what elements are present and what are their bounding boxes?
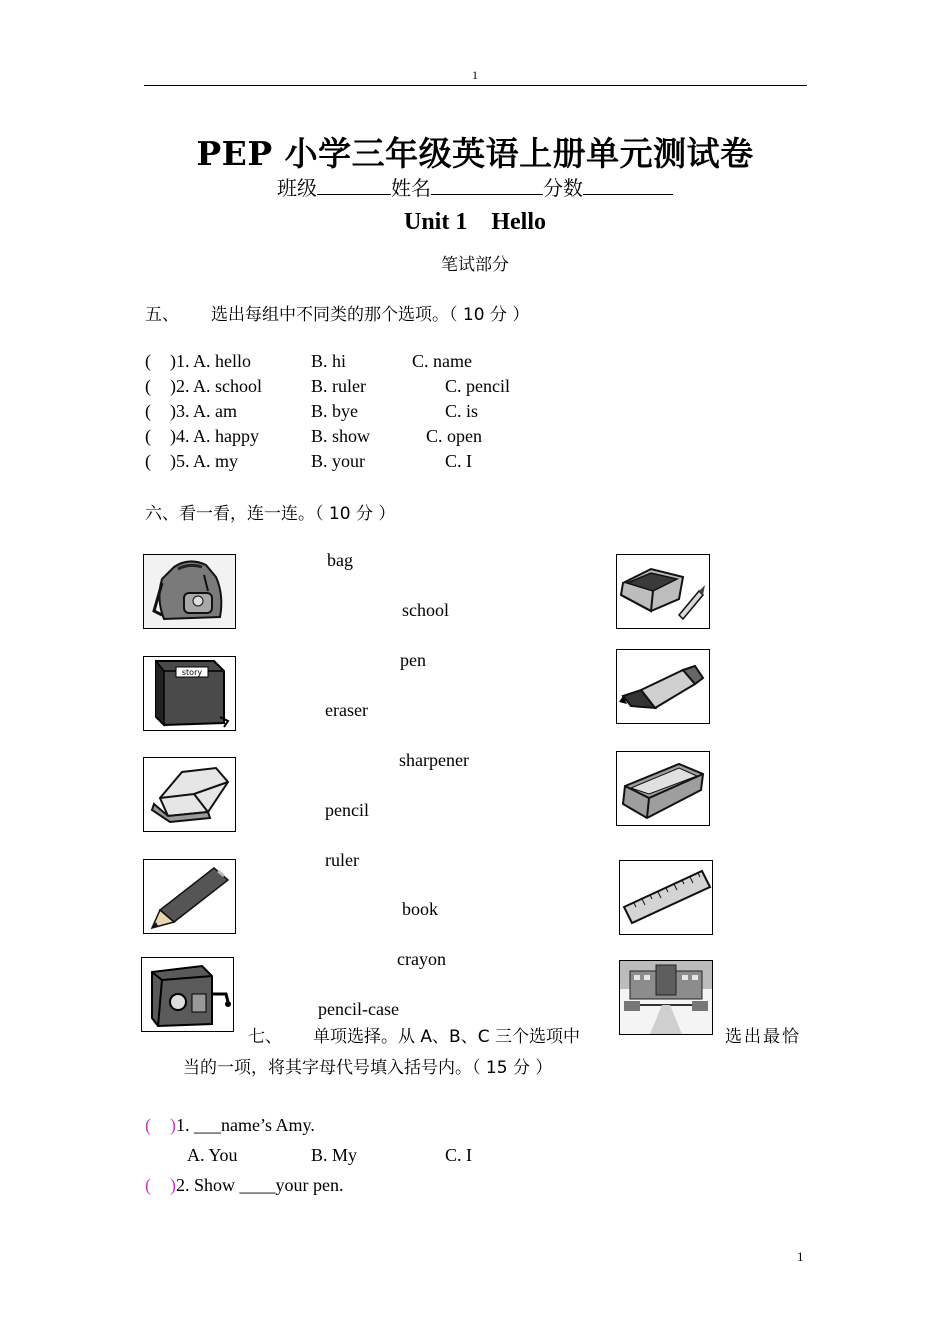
s7-q1-text: 1. ___name’s Amy.	[176, 1115, 315, 1135]
name-blank[interactable]	[431, 176, 543, 195]
word-pencil-case[interactable]: pencil-case	[318, 999, 399, 1019]
s5-q3-a: )3. A. am	[170, 401, 237, 421]
word-sharpener[interactable]: sharpener	[399, 750, 469, 770]
s5-q2-a: )2. A. school	[170, 376, 262, 396]
word-ruler[interactable]: ruler	[325, 850, 359, 870]
section7-instruction-a: 单项选择。从 A、B、C 三个选项中	[313, 1027, 580, 1047]
s5-q3-paren[interactable]: (	[145, 401, 151, 421]
s7-q2-paren-close: )	[170, 1175, 176, 1195]
s7-q1-paren-open[interactable]: (	[145, 1115, 151, 1135]
storybook-label: story	[181, 668, 203, 677]
section7-instruction-b: 选出最恰	[725, 1027, 801, 1047]
section7-number: 七、	[248, 1027, 282, 1047]
section5-instruction: 选出每组中不同类的那个选项。（ 10 分 ）	[211, 305, 530, 325]
ruler-icon[interactable]	[619, 860, 713, 935]
backpack-icon[interactable]	[143, 554, 236, 629]
s5-q4-a: )4. A. happy	[170, 426, 259, 446]
eraser-icon[interactable]	[143, 757, 236, 832]
word-pencil[interactable]: pencil	[325, 800, 369, 820]
s7-q1-paren-close: )	[170, 1115, 176, 1135]
s5-q1-paren[interactable]: (	[145, 351, 151, 371]
s5-q5-paren[interactable]: (	[145, 451, 151, 471]
s5-q4-c: C. open	[426, 426, 482, 446]
s5-q5-b: B. your	[311, 451, 365, 471]
s7-q2-paren-open[interactable]: (	[145, 1175, 151, 1195]
section5-number: 五、	[145, 305, 179, 325]
s5-q3-b: B. bye	[311, 401, 358, 421]
section7-instruction-c: 当的一项，将其字母代号填入括号内。（ 15 分 ）	[183, 1058, 553, 1078]
s5-q2-paren[interactable]: (	[145, 376, 151, 396]
score-blank[interactable]	[583, 176, 673, 195]
s5-q1-a: )1. A. hello	[170, 351, 251, 371]
crayon-box-icon[interactable]	[616, 554, 710, 629]
s7-q1-option-b: B. My	[311, 1145, 358, 1165]
unit-title: Unit 1 Hello	[404, 209, 546, 235]
s5-q4-b: B. show	[311, 426, 371, 446]
word-school[interactable]: school	[402, 600, 449, 620]
s5-q2-c: C. pencil	[445, 376, 510, 396]
s5-q5-a: )5. A. my	[170, 451, 239, 471]
s7-q1-option-c: C. I	[445, 1145, 472, 1165]
pencil-case-icon[interactable]	[616, 751, 710, 826]
pencil-sharpener-icon[interactable]	[141, 957, 234, 1032]
page-title: PEP 小学三年级英语上册单元测试卷	[196, 134, 754, 173]
s7-q1-option-a: A. You	[187, 1145, 238, 1165]
school-icon[interactable]	[619, 960, 713, 1035]
section6-heading: 六、看一看，连一连。（ 10 分 ）	[145, 504, 396, 524]
pencil-icon[interactable]	[143, 859, 236, 934]
name-label: 姓名	[391, 176, 431, 200]
class-blank[interactable]	[317, 176, 391, 195]
s5-q5-c: C. I	[445, 451, 472, 471]
word-pen[interactable]: pen	[400, 650, 426, 670]
s5-q2-b: B. ruler	[311, 376, 366, 396]
word-crayon[interactable]: crayon	[397, 949, 446, 969]
s5-q3-c: C. is	[445, 401, 479, 421]
footer-page-number: 1	[797, 1249, 804, 1264]
header-rule	[144, 85, 807, 86]
storybook-icon[interactable]	[143, 656, 236, 731]
s7-q2-text: 2. Show ____your pen.	[176, 1175, 344, 1195]
word-eraser[interactable]: eraser	[325, 700, 368, 720]
pen-icon[interactable]	[616, 649, 710, 724]
word-book[interactable]: book	[402, 899, 438, 919]
header-page-number: 1	[472, 68, 478, 82]
word-bag[interactable]: bag	[327, 550, 353, 570]
s5-q1-c: C. name	[412, 351, 472, 371]
class-label: 班级	[277, 176, 317, 200]
student-info-line	[0, 172, 950, 201]
subtitle: 笔试部分	[441, 255, 509, 275]
s5-q1-b: B. hi	[311, 351, 347, 371]
s5-q4-paren[interactable]: (	[145, 426, 151, 446]
score-label: 分数	[543, 176, 583, 200]
